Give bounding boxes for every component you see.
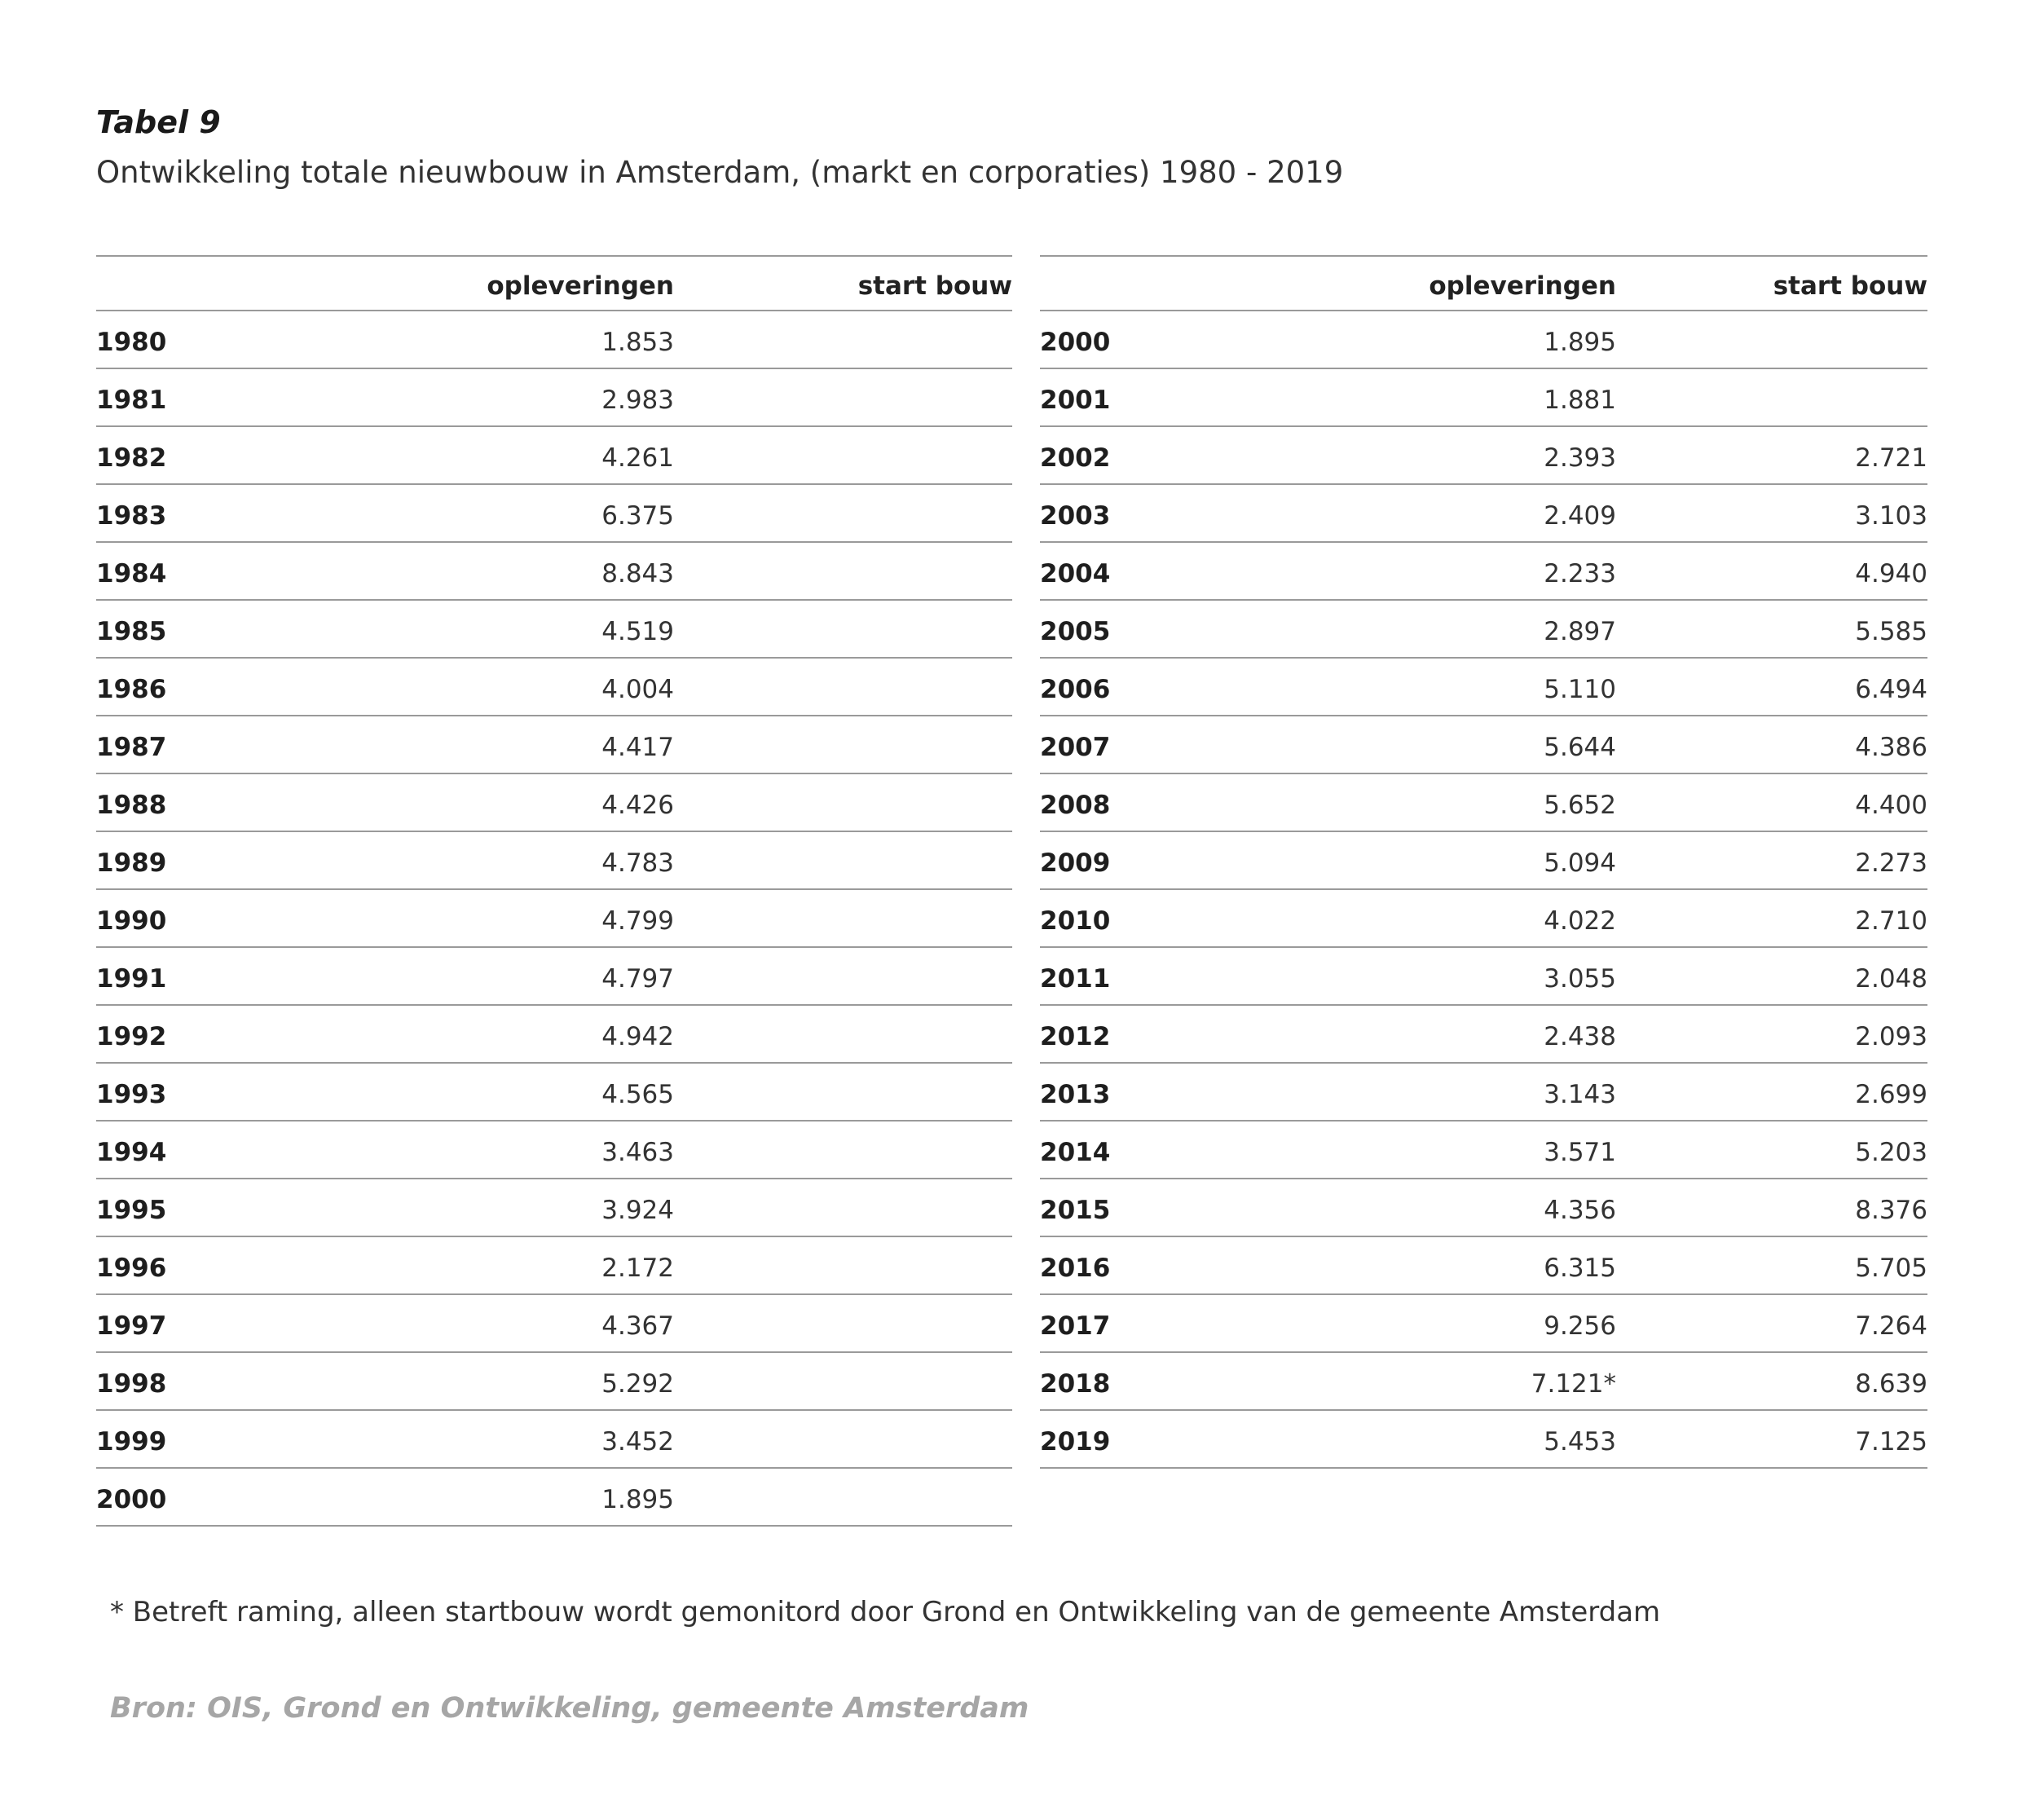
row-year: 2001	[1040, 386, 1111, 415]
row-opleveringen: 4.565	[601, 1080, 674, 1109]
row-year: 2009	[1040, 848, 1111, 878]
row-start-bouw: 2.048	[1855, 964, 1927, 994]
row-year: 1983	[96, 501, 167, 531]
row-year: 2002	[1040, 443, 1111, 473]
table-row	[1040, 948, 1927, 1006]
row-opleveringen: 4.417	[601, 733, 674, 762]
footnote: * Betreft raming, alleen startbouw wordt gemonitord door Grond en Ontwikkeling van de gemeente Amsterdam	[110, 1596, 1661, 1628]
row-opleveringen: 1.895	[601, 1485, 674, 1514]
row-year: 2000	[1040, 328, 1111, 357]
row-year: 1981	[96, 386, 167, 415]
row-opleveringen: 4.942	[601, 1022, 674, 1051]
table-row	[96, 1122, 1012, 1179]
row-opleveringen: 5.292	[601, 1369, 674, 1399]
table-row	[1040, 369, 1927, 427]
row-start-bouw: 4.386	[1855, 733, 1927, 762]
table-row	[1040, 601, 1927, 659]
row-opleveringen: 4.797	[601, 964, 674, 994]
row-start-bouw: 2.699	[1855, 1080, 1927, 1109]
table-row	[96, 1353, 1012, 1411]
row-start-bouw: 2.710	[1855, 906, 1927, 936]
table-header	[1040, 255, 1927, 311]
table-row	[96, 774, 1012, 832]
table-left	[96, 255, 1012, 1527]
row-opleveringen: 2.983	[601, 386, 674, 415]
table-row	[96, 1237, 1012, 1295]
row-year: 1987	[96, 733, 167, 762]
row-opleveringen: 4.261	[601, 443, 674, 473]
row-opleveringen: 2.172	[601, 1254, 674, 1283]
row-opleveringen: 3.463	[601, 1138, 674, 1167]
row-year: 2000	[96, 1485, 167, 1514]
row-opleveringen: 3.143	[1544, 1080, 1616, 1109]
row-start-bouw: 2.721	[1855, 443, 1927, 473]
row-year: 2003	[1040, 501, 1111, 531]
row-opleveringen: 4.022	[1544, 906, 1616, 936]
row-year: 1990	[96, 906, 167, 936]
row-opleveringen: 1.881	[1544, 386, 1616, 415]
table-title: Tabel 9	[96, 104, 221, 140]
table-row	[96, 1006, 1012, 1064]
table-row	[96, 311, 1012, 369]
row-opleveringen: 5.644	[1544, 733, 1616, 762]
row-year: 1984	[96, 559, 167, 588]
row-year: 1982	[96, 443, 167, 473]
row-year: 2004	[1040, 559, 1111, 588]
table-row	[96, 1295, 1012, 1353]
row-opleveringen: 4.519	[601, 617, 674, 646]
row-opleveringen: 5.110	[1544, 675, 1616, 704]
row-opleveringen: 9.256	[1544, 1311, 1616, 1341]
table-subtitle: Ontwikkeling totale nieuwbouw in Amsterdam, (markt en corporaties) 1980 - 2019	[96, 155, 1344, 190]
table-row	[96, 543, 1012, 601]
row-year: 2008	[1040, 791, 1111, 820]
row-opleveringen: 3.571	[1544, 1138, 1616, 1167]
row-year: 2015	[1040, 1196, 1111, 1225]
table-row	[1040, 716, 1927, 774]
row-start-bouw: 2.093	[1855, 1022, 1927, 1051]
row-opleveringen: 3.924	[601, 1196, 674, 1225]
row-opleveringen: 7.121*	[1531, 1369, 1616, 1399]
row-opleveringen: 2.409	[1544, 501, 1616, 531]
row-year: 2006	[1040, 675, 1111, 704]
row-year: 2013	[1040, 1080, 1111, 1109]
row-opleveringen: 4.799	[601, 906, 674, 936]
table-row	[96, 1411, 1012, 1469]
table-row	[1040, 1179, 1927, 1237]
table-row	[1040, 1295, 1927, 1353]
table-row	[1040, 659, 1927, 716]
table-row	[96, 1179, 1012, 1237]
table-row	[96, 427, 1012, 485]
table-row	[96, 832, 1012, 890]
row-opleveringen: 1.853	[601, 328, 674, 357]
row-opleveringen: 3.452	[601, 1427, 674, 1456]
row-year: 2005	[1040, 617, 1111, 646]
row-start-bouw: 2.273	[1855, 848, 1927, 878]
table-row	[1040, 1006, 1927, 1064]
row-year: 1994	[96, 1138, 167, 1167]
header-opleveringen: opleveringen	[487, 271, 674, 301]
table-row	[96, 1064, 1012, 1122]
row-start-bouw: 4.940	[1855, 559, 1927, 588]
row-opleveringen: 4.356	[1544, 1196, 1616, 1225]
row-year: 2007	[1040, 733, 1111, 762]
row-year: 2010	[1040, 906, 1111, 936]
row-opleveringen: 5.652	[1544, 791, 1616, 820]
row-start-bouw: 6.494	[1855, 675, 1927, 704]
row-opleveringen: 6.315	[1544, 1254, 1616, 1283]
table-row	[96, 1469, 1012, 1527]
row-year: 1991	[96, 964, 167, 994]
row-opleveringen: 5.094	[1544, 848, 1616, 878]
table-row	[96, 659, 1012, 716]
table-row	[1040, 427, 1927, 485]
row-year: 2016	[1040, 1254, 1111, 1283]
row-start-bouw: 8.376	[1855, 1196, 1927, 1225]
row-year: 2017	[1040, 1311, 1111, 1341]
row-start-bouw: 3.103	[1855, 501, 1927, 531]
row-start-bouw: 4.400	[1855, 791, 1927, 820]
table-row	[1040, 1411, 1927, 1469]
row-year: 2014	[1040, 1138, 1111, 1167]
header-start-bouw: start bouw	[1773, 271, 1927, 301]
row-year: 1998	[96, 1369, 167, 1399]
row-year: 1980	[96, 328, 167, 357]
row-year: 2011	[1040, 964, 1111, 994]
row-year: 1985	[96, 617, 167, 646]
table-row	[1040, 1353, 1927, 1411]
table-header	[96, 255, 1012, 311]
row-opleveringen: 8.843	[601, 559, 674, 588]
row-opleveringen: 4.004	[601, 675, 674, 704]
row-year: 2012	[1040, 1022, 1111, 1051]
row-year: 2019	[1040, 1427, 1111, 1456]
table-row	[1040, 890, 1927, 948]
row-start-bouw: 5.585	[1855, 617, 1927, 646]
row-year: 2018	[1040, 1369, 1111, 1399]
source-note: Bron: OIS, Grond en Ontwikkeling, gemeente Amsterdam	[110, 1692, 1029, 1725]
table-row	[1040, 832, 1927, 890]
row-year: 1989	[96, 848, 167, 878]
row-year: 1992	[96, 1022, 167, 1051]
row-opleveringen: 6.375	[601, 501, 674, 531]
row-year: 1988	[96, 791, 167, 820]
row-opleveringen: 5.453	[1544, 1427, 1616, 1456]
row-opleveringen: 2.897	[1544, 617, 1616, 646]
row-start-bouw: 8.639	[1855, 1369, 1927, 1399]
row-year: 1996	[96, 1254, 167, 1283]
table-row	[96, 601, 1012, 659]
table-row	[96, 948, 1012, 1006]
row-year: 1986	[96, 675, 167, 704]
row-start-bouw: 7.125	[1855, 1427, 1927, 1456]
header-opleveringen: opleveringen	[1429, 271, 1616, 301]
table-row	[96, 485, 1012, 543]
row-opleveringen: 2.233	[1544, 559, 1616, 588]
row-year: 1993	[96, 1080, 167, 1109]
row-opleveringen: 2.393	[1544, 443, 1616, 473]
table-row	[1040, 1237, 1927, 1295]
table-row	[96, 369, 1012, 427]
table-row	[1040, 1064, 1927, 1122]
row-opleveringen: 1.895	[1544, 328, 1616, 357]
row-start-bouw: 5.203	[1855, 1138, 1927, 1167]
row-start-bouw: 7.264	[1855, 1311, 1927, 1341]
row-year: 1997	[96, 1311, 167, 1341]
table-row	[1040, 311, 1927, 369]
row-year: 1995	[96, 1196, 167, 1225]
table-row	[1040, 485, 1927, 543]
table-body	[1040, 311, 1927, 1469]
table-body	[96, 311, 1012, 1527]
row-opleveringen: 4.783	[601, 848, 674, 878]
row-opleveringen: 4.426	[601, 791, 674, 820]
row-year: 1999	[96, 1427, 167, 1456]
header-start-bouw: start bouw	[857, 271, 1012, 301]
table-row	[96, 890, 1012, 948]
table-row	[1040, 1122, 1927, 1179]
table-row	[1040, 774, 1927, 832]
row-opleveringen: 2.438	[1544, 1022, 1616, 1051]
row-opleveringen: 3.055	[1544, 964, 1616, 994]
table-row	[1040, 543, 1927, 601]
row-opleveringen: 4.367	[601, 1311, 674, 1341]
table-row	[96, 716, 1012, 774]
table-right	[1040, 255, 1927, 1469]
row-start-bouw: 5.705	[1855, 1254, 1927, 1283]
